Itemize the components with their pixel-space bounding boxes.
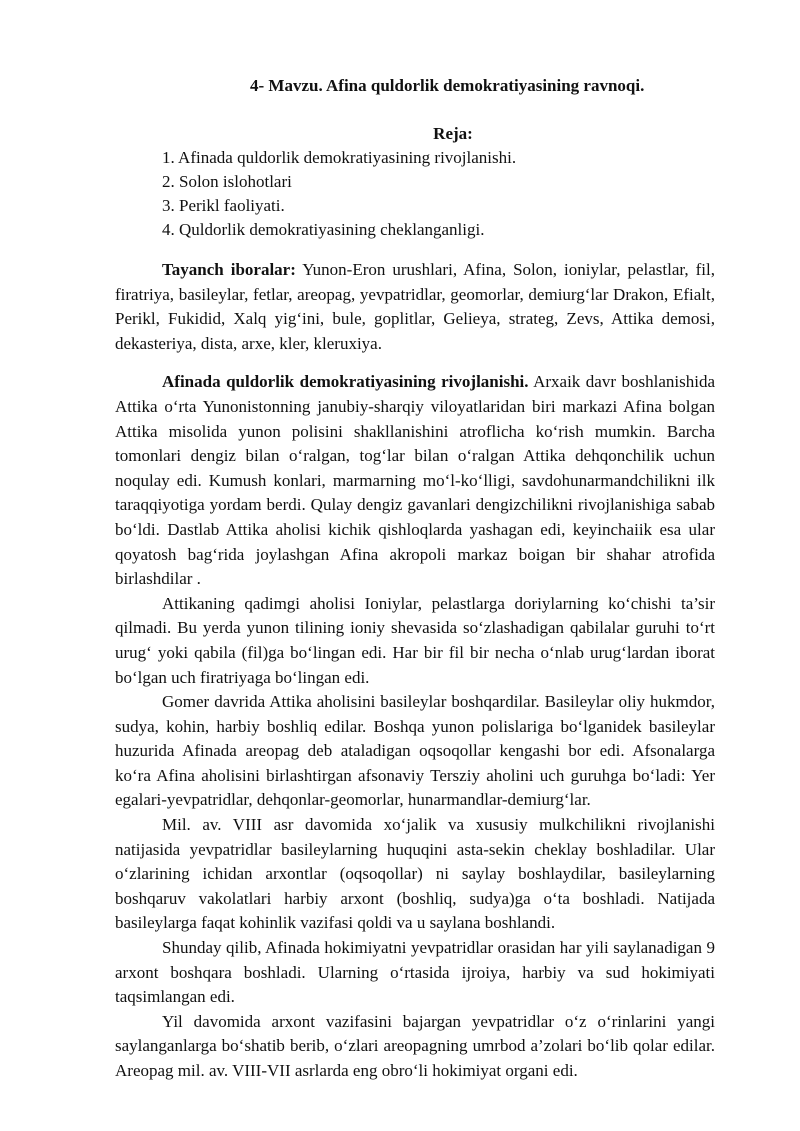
plan-heading: Reja: [433, 124, 473, 143]
plan-item: 2. Solon islohotlari [162, 172, 292, 191]
page-title: 4- Mavzu. Afina quldorlik demokratiyasining ravnoqi. [250, 76, 645, 95]
keywords-text: Yunon-Eron urushlari, Afina, Solon, ioniylar, pelastlar, fil, firatriya, basileylar, fetlar, areopag, yevpatridlar, geomorlar, demiurg‘lar Drakon, Efialt, Perikl, Fukidid, Xalq yig‘ini, bule, goplitlar, Gelieya, strateg, Zevs, Attika demosi, dekasteriya, dista, arxe, kler, kleruxiya. [115, 260, 715, 353]
section-heading: Afinada quldorlik demokratiyasining rivojlanishi. [162, 372, 529, 392]
body-paragraph: Shunday qilib, Afinada hokimiyatni yevpatridlar orasidan har yili saylanadigan 9 arxont boshqara boshladi. Ularning o‘rtasida ijroiya, harbiy va sud hokimiyati taqsimlangan edi. [115, 938, 715, 1007]
plan-list [115, 146, 715, 242]
plan-item: 4. Quldorlik demokratiyasining cheklanganligi. [162, 220, 485, 239]
keywords-label: Tayanch iboralar: [162, 260, 296, 279]
body-paragraph: Gomer davrida Attika aholisini basileylar boshqardilar. Basileylar oliy hukmdor, sudya, kohin, harbiy boshliq edilar. Boshqa yunon polislariga bo‘lganidek basileylar huzurida Afinada areopag deb ataladigan oqsoqollar kengashi bor edi. Afsonalarga ko‘ra Afina aholisini birlashtirgan afsonaviy Tersziy aholini uch guruhga bo‘ladi: Yer egalari-yevpatridlar, dehqonlar-geomorlar, hunarmandlar-demiurg‘lar. [115, 692, 715, 810]
body-paragraph: Mil. av. VIII asr davomida xo‘jalik va xususiy mulkchilikni rivojlanishi natijasida yevpatridlar basileylarning huquqini asta-sekin cheklay boshladilar. Ular o‘zlarining ichidan arxontlar (oqsoqollar) ni saylay boshlaydilar, basileylarning boshqaruv vakolatlari harbiy arxont (boshliq, sudya)ga o‘ta boshladi. Natijada basileylarga faqat kohinlik vazifasi qoldi va u saylana boshlandi. [115, 815, 715, 933]
body-paragraph: Yil davomida arxont vazifasini bajargan yevpatridlar o‘z o‘rinlarini yangi saylanganlarga bo‘shatib berib, o‘zlari areopagning umrbod a’zolari bo‘lib qolar edilar. Areopag mil. av. VIII-VII asrlarda eng obro‘li hokimiyat organi edi. [115, 1011, 715, 1080]
body-paragraph: Attikaning qadimgi aholisi Ioniylar, pelastlarga doriylarning ko‘chishi ta’sir qilmadi. Bu yerda yunon tilining ioniy shevasida so‘zlashadigan qabilalar guruhi to‘rt urug‘ yoki qabila (fil)ga bo‘lingan edi. Har bir fil bir necha o‘nlab urug‘lardan iborat bo‘lgan uch firatriyaga bo‘lingan edi. [115, 593, 715, 687]
keywords-paragraph [115, 258, 715, 356]
section-intro-text: Arxaik davr boshlanishida Attika o‘rta Yunonistonning janubiy-sharqiy viloyatlaridan biri markazi Afina bolgan Attika misolida yunon polisini shakllanishini atroflicha ko‘rish mumkin. Barcha tomonlari dengiz bilan o‘ralgan, tog‘lar bilan o‘ralgan Attika dehqonchilik uchun noqulay edi. Kumush konlari, marmarning mo‘l-ko‘lligi, savdohunarmandchilikni ilk taraqqiyotiga yordam berdi. Qulay dengiz gavanlari dengizchilikni rivojlanishiga sabab bo‘ldi. Dastlab Attika aholisi kichik qishloqlarda yashagan edi, keyinchaiik esa ular qoyatosh bag‘rida joylashgan Afina akropoli markaz boigan bir shahar atrofida birlashdilar . [115, 372, 715, 589]
section-intro-paragraph [115, 370, 715, 591]
plan-item: 3. Perikl faoliyati. [162, 196, 285, 215]
plan-item: 1. Afinada quldorlik demokratiyasining rivojlanishi. [162, 148, 517, 167]
